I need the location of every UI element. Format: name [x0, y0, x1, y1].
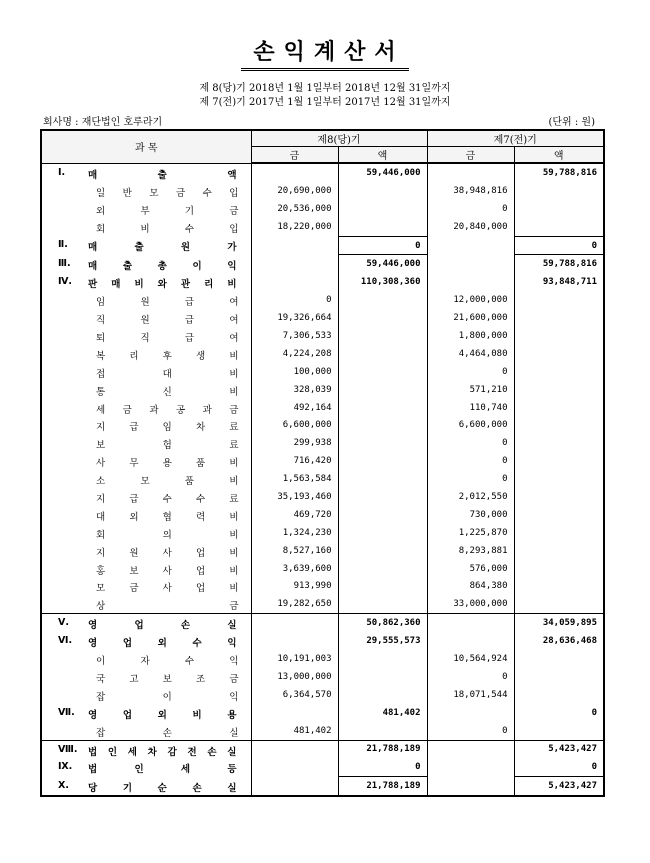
- current-amount: 716,420: [251, 452, 338, 470]
- item-row: [41, 686, 604, 704]
- section-row: [41, 273, 604, 291]
- previous-total: [514, 488, 604, 506]
- previous-total: [514, 542, 604, 560]
- current-total: 29,555,573: [338, 632, 427, 650]
- previous-total: 5,423,427: [514, 777, 604, 796]
- previous-total: [514, 722, 604, 740]
- period-previous: 제 7(전)기 2017년 1월 1일부터 2017년 12월 31일까지: [199, 97, 451, 108]
- current-total: [338, 506, 427, 524]
- header-previous-a: 금: [427, 147, 514, 164]
- previous-amount: 0: [427, 470, 514, 488]
- current-total: 481,402: [338, 704, 427, 722]
- current-total: [338, 524, 427, 542]
- current-total: [338, 560, 427, 578]
- previous-total: 93,848,711: [514, 273, 604, 291]
- row-label-text: 상 금: [96, 601, 239, 613]
- row-label-text: 영 업 외 수 익: [88, 638, 237, 650]
- previous-total: [514, 363, 604, 381]
- previous-total: [514, 686, 604, 704]
- item-row: [41, 542, 604, 560]
- item-row: [41, 668, 604, 686]
- current-amount: [251, 740, 338, 758]
- header-current-a: 금: [251, 147, 338, 164]
- previous-total: 34,059,895: [514, 614, 604, 632]
- row-label-text: 보 험 료: [96, 440, 239, 452]
- current-amount: 3,639,600: [251, 560, 338, 578]
- current-amount: 913,990: [251, 577, 338, 595]
- row-label-text: 당 기 순 손 실: [88, 782, 237, 794]
- previous-amount: 0: [427, 434, 514, 452]
- current-total: [338, 291, 427, 309]
- previous-amount: [427, 614, 514, 632]
- previous-total: [514, 452, 604, 470]
- section-number: Ⅶ.: [58, 706, 75, 718]
- previous-total: [514, 434, 604, 452]
- row-label: [41, 488, 251, 506]
- item-row: [41, 434, 604, 452]
- previous-amount: 20,840,000: [427, 218, 514, 236]
- previous-total: [514, 182, 604, 200]
- current-total: [338, 668, 427, 686]
- row-label: [41, 200, 251, 218]
- current-amount: [251, 614, 338, 632]
- previous-total: 5,423,427: [514, 740, 604, 758]
- previous-total: [514, 470, 604, 488]
- row-label-text: 임 원 급 여: [96, 297, 239, 309]
- current-total: [338, 434, 427, 452]
- section-number: Ⅸ.: [58, 761, 73, 773]
- current-total: [338, 309, 427, 327]
- previous-amount: 2,012,550: [427, 488, 514, 506]
- previous-total: 59,788,816: [514, 255, 604, 273]
- current-total: [338, 327, 427, 345]
- item-row: [41, 416, 604, 434]
- row-label: [41, 182, 251, 200]
- current-amount: 6,600,000: [251, 416, 338, 434]
- title-text: 손익계산서: [241, 38, 408, 71]
- previous-amount: 10,564,924: [427, 650, 514, 668]
- item-row: [41, 291, 604, 309]
- previous-amount: [427, 704, 514, 722]
- previous-amount: 1,225,870: [427, 524, 514, 542]
- item-row: [41, 524, 604, 542]
- unit-label: (단위 : 원): [548, 117, 595, 128]
- item-row: [41, 363, 604, 381]
- current-total: [338, 650, 427, 668]
- current-amount: 7,306,533: [251, 327, 338, 345]
- section-row: [41, 632, 604, 650]
- previous-total: [514, 327, 604, 345]
- item-row: [41, 182, 604, 200]
- page-title: [0, 38, 650, 71]
- row-label: [41, 506, 251, 524]
- row-label-text: 외 부 기 금: [96, 205, 239, 217]
- previous-total: 28,636,468: [514, 632, 604, 650]
- previous-total: 59,788,816: [514, 163, 604, 182]
- row-label-text: 홍 보 사 업 비: [96, 565, 239, 577]
- current-total: [338, 452, 427, 470]
- previous-total: 0: [514, 704, 604, 722]
- current-total: [338, 686, 427, 704]
- row-label-text: 지 원 사 업 비: [96, 547, 239, 559]
- previous-amount: 21,600,000: [427, 309, 514, 327]
- section-row: [41, 704, 604, 722]
- previous-total: [514, 650, 604, 668]
- section-number: Ⅵ.: [58, 635, 73, 647]
- row-label: [41, 345, 251, 363]
- row-label-text: 사 무 용 품 비: [96, 458, 239, 470]
- row-label-text: 법 인 세 등: [88, 764, 237, 776]
- row-label: [41, 668, 251, 686]
- row-label: [41, 542, 251, 560]
- row-label-text: 매 출 액: [88, 169, 237, 181]
- item-row: [41, 595, 604, 613]
- previous-amount: 4,464,080: [427, 345, 514, 363]
- item-row: [41, 200, 604, 218]
- row-label: [41, 758, 251, 776]
- current-total: [338, 542, 427, 560]
- row-label-text: 접 대 비: [96, 368, 239, 380]
- row-label-text: 영 업 손 실: [88, 620, 237, 632]
- previous-total: 0: [514, 236, 604, 255]
- section-number: Ⅹ.: [58, 779, 69, 791]
- previous-amount: 38,948,816: [427, 182, 514, 200]
- current-amount: 20,690,000: [251, 182, 338, 200]
- row-label: [41, 163, 251, 182]
- previous-amount: 864,380: [427, 577, 514, 595]
- header-previous-b: 액: [514, 147, 604, 164]
- item-row: [41, 327, 604, 345]
- row-label-text: 매 출 원 가: [88, 242, 237, 254]
- current-amount: [251, 273, 338, 291]
- item-row: [41, 506, 604, 524]
- row-label-text: 국 고 보 조 금: [96, 673, 239, 685]
- row-label-text: 회 비 수 입: [96, 223, 239, 235]
- previous-amount: 33,000,000: [427, 595, 514, 613]
- current-total: 110,308,360: [338, 273, 427, 291]
- header-current-b: 액: [338, 147, 427, 164]
- item-row: [41, 452, 604, 470]
- previous-amount: 1,800,000: [427, 327, 514, 345]
- previous-amount: 0: [427, 452, 514, 470]
- current-amount: [251, 758, 338, 776]
- previous-total: [514, 309, 604, 327]
- row-label-text: 복 리 후 생 비: [96, 350, 239, 362]
- current-total: [338, 381, 427, 399]
- current-total: [338, 399, 427, 417]
- section-row: [41, 255, 604, 273]
- row-label-text: 잡 손 실: [96, 727, 239, 739]
- previous-amount: 730,000: [427, 506, 514, 524]
- section-row: [41, 614, 604, 632]
- row-label: [41, 273, 251, 291]
- previous-total: [514, 218, 604, 236]
- previous-total: [514, 416, 604, 434]
- item-row: [41, 722, 604, 740]
- period-current: 제 8(당)기 2018년 1월 1일부터 2018년 12월 31일까지: [199, 83, 451, 94]
- current-amount: 299,938: [251, 434, 338, 452]
- table-body: [41, 163, 604, 796]
- row-label: [41, 452, 251, 470]
- row-label-text: 회 의 비: [96, 529, 239, 541]
- previous-amount: 6,600,000: [427, 416, 514, 434]
- header-current: 제8(당)기: [251, 130, 427, 147]
- previous-amount: [427, 777, 514, 796]
- current-total: [338, 363, 427, 381]
- section-number: Ⅰ.: [58, 166, 66, 178]
- row-label: [41, 686, 251, 704]
- row-label: [41, 470, 251, 488]
- row-label-text: 직 원 급 여: [96, 315, 239, 327]
- current-amount: 0: [251, 291, 338, 309]
- current-amount: 35,193,460: [251, 488, 338, 506]
- row-label: [41, 560, 251, 578]
- previous-amount: 18,071,544: [427, 686, 514, 704]
- previous-total: [514, 381, 604, 399]
- current-total: 21,788,189: [338, 777, 427, 796]
- current-amount: 469,720: [251, 506, 338, 524]
- row-label: [41, 650, 251, 668]
- current-total: 21,788,189: [338, 740, 427, 758]
- item-row: [41, 399, 604, 417]
- previous-amount: 110,740: [427, 399, 514, 417]
- income-statement-table: [40, 129, 605, 797]
- row-label: [41, 236, 251, 255]
- current-amount: 4,224,208: [251, 345, 338, 363]
- previous-total: [514, 668, 604, 686]
- section-row: [41, 236, 604, 255]
- previous-amount: 8,293,881: [427, 542, 514, 560]
- row-label: [41, 327, 251, 345]
- current-total: 0: [338, 236, 427, 255]
- current-total: [338, 218, 427, 236]
- row-label-text: 판 매 비 와 관 리 비: [88, 279, 237, 291]
- item-row: [41, 381, 604, 399]
- current-amount: 481,402: [251, 722, 338, 740]
- item-row: [41, 470, 604, 488]
- current-amount: 328,039: [251, 381, 338, 399]
- item-row: [41, 218, 604, 236]
- current-amount: 492,164: [251, 399, 338, 417]
- row-label: [41, 524, 251, 542]
- row-label: [41, 777, 251, 796]
- item-row: [41, 488, 604, 506]
- current-amount: 1,563,584: [251, 470, 338, 488]
- current-total: [338, 345, 427, 363]
- company-name: 회사명 : 재단법인 호루라기: [43, 117, 163, 128]
- current-total: 0: [338, 758, 427, 776]
- previous-total: [514, 506, 604, 524]
- row-label: [41, 704, 251, 722]
- row-label: [41, 218, 251, 236]
- section-row: [41, 740, 604, 758]
- previous-total: [514, 577, 604, 595]
- current-amount: 10,191,003: [251, 650, 338, 668]
- row-label: [41, 291, 251, 309]
- current-amount: [251, 632, 338, 650]
- previous-amount: [427, 740, 514, 758]
- previous-total: [514, 560, 604, 578]
- current-amount: [251, 255, 338, 273]
- row-label: [41, 416, 251, 434]
- section-number: Ⅲ.: [58, 257, 71, 269]
- current-amount: [251, 163, 338, 182]
- previous-amount: [427, 236, 514, 255]
- section-row: [41, 758, 604, 776]
- previous-total: [514, 200, 604, 218]
- previous-total: [514, 345, 604, 363]
- current-amount: [251, 236, 338, 255]
- previous-total: [514, 524, 604, 542]
- header-previous: 제7(전)기: [427, 130, 604, 147]
- previous-amount: 0: [427, 200, 514, 218]
- row-label: [41, 722, 251, 740]
- current-amount: 6,364,570: [251, 686, 338, 704]
- row-label-text: 매 출 총 이 익: [88, 260, 237, 272]
- row-label: [41, 577, 251, 595]
- item-row: [41, 309, 604, 327]
- row-label: [41, 595, 251, 613]
- section-row: [41, 777, 604, 796]
- current-total: [338, 182, 427, 200]
- previous-amount: [427, 273, 514, 291]
- row-label-text: 세 금 과 공 과 금: [96, 404, 239, 416]
- previous-total: [514, 399, 604, 417]
- current-amount: 100,000: [251, 363, 338, 381]
- row-label: [41, 399, 251, 417]
- current-total: 50,862,360: [338, 614, 427, 632]
- row-label-text: 퇴 직 급 여: [96, 333, 239, 345]
- row-label-text: 대 외 협 력 비: [96, 511, 239, 523]
- item-row: [41, 650, 604, 668]
- row-label-text: 잡 이 익: [96, 691, 239, 703]
- row-label: [41, 363, 251, 381]
- row-label: [41, 255, 251, 273]
- section-number: Ⅳ.: [58, 276, 73, 288]
- previous-amount: [427, 758, 514, 776]
- current-amount: 1,324,230: [251, 524, 338, 542]
- current-amount: [251, 777, 338, 796]
- current-total: 59,446,000: [338, 255, 427, 273]
- row-label-text: 소 모 품 비: [96, 476, 239, 488]
- row-label: [41, 632, 251, 650]
- row-label-text: 통 신 비: [96, 386, 239, 398]
- row-label: [41, 614, 251, 632]
- item-row: [41, 577, 604, 595]
- row-label: [41, 434, 251, 452]
- current-amount: 13,000,000: [251, 668, 338, 686]
- row-label: [41, 309, 251, 327]
- row-label-text: 영 업 외 비 용: [88, 709, 237, 721]
- row-label-text: 법 인 세 차 감 전 손 실: [88, 746, 237, 758]
- previous-amount: 576,000: [427, 560, 514, 578]
- previous-amount: 0: [427, 668, 514, 686]
- current-total: 59,446,000: [338, 163, 427, 182]
- item-row: [41, 560, 604, 578]
- previous-total: [514, 291, 604, 309]
- current-total: [338, 722, 427, 740]
- row-label-text: 이 자 수 익: [96, 656, 239, 668]
- previous-amount: [427, 632, 514, 650]
- current-amount: 18,220,000: [251, 218, 338, 236]
- section-number: Ⅷ.: [58, 743, 78, 755]
- current-amount: 20,536,000: [251, 200, 338, 218]
- row-label: [41, 740, 251, 758]
- row-label: [41, 381, 251, 399]
- row-label-text: 모 금 사 업 비: [96, 583, 239, 595]
- row-label-text: 지 급 수 수 료: [96, 494, 239, 506]
- section-number: Ⅱ.: [58, 239, 68, 251]
- current-total: [338, 488, 427, 506]
- previous-amount: 571,210: [427, 381, 514, 399]
- previous-amount: [427, 163, 514, 182]
- current-amount: [251, 704, 338, 722]
- current-total: [338, 595, 427, 613]
- previous-amount: [427, 255, 514, 273]
- row-label-text: 일 반 모 금 수 입: [96, 187, 239, 199]
- current-total: [338, 470, 427, 488]
- current-total: [338, 200, 427, 218]
- current-amount: 19,326,664: [251, 309, 338, 327]
- item-row: [41, 345, 604, 363]
- previous-total: [514, 595, 604, 613]
- current-amount: 19,282,650: [251, 595, 338, 613]
- section-row: [41, 163, 604, 182]
- previous-amount: 12,000,000: [427, 291, 514, 309]
- previous-amount: 0: [427, 363, 514, 381]
- current-total: [338, 416, 427, 434]
- previous-amount: 0: [427, 722, 514, 740]
- previous-total: 0: [514, 758, 604, 776]
- current-amount: 8,527,160: [251, 542, 338, 560]
- row-label-text: 지 급 임 차 료: [96, 422, 239, 434]
- current-total: [338, 577, 427, 595]
- header-item: 과 목: [41, 130, 251, 163]
- section-number: Ⅴ.: [58, 617, 69, 629]
